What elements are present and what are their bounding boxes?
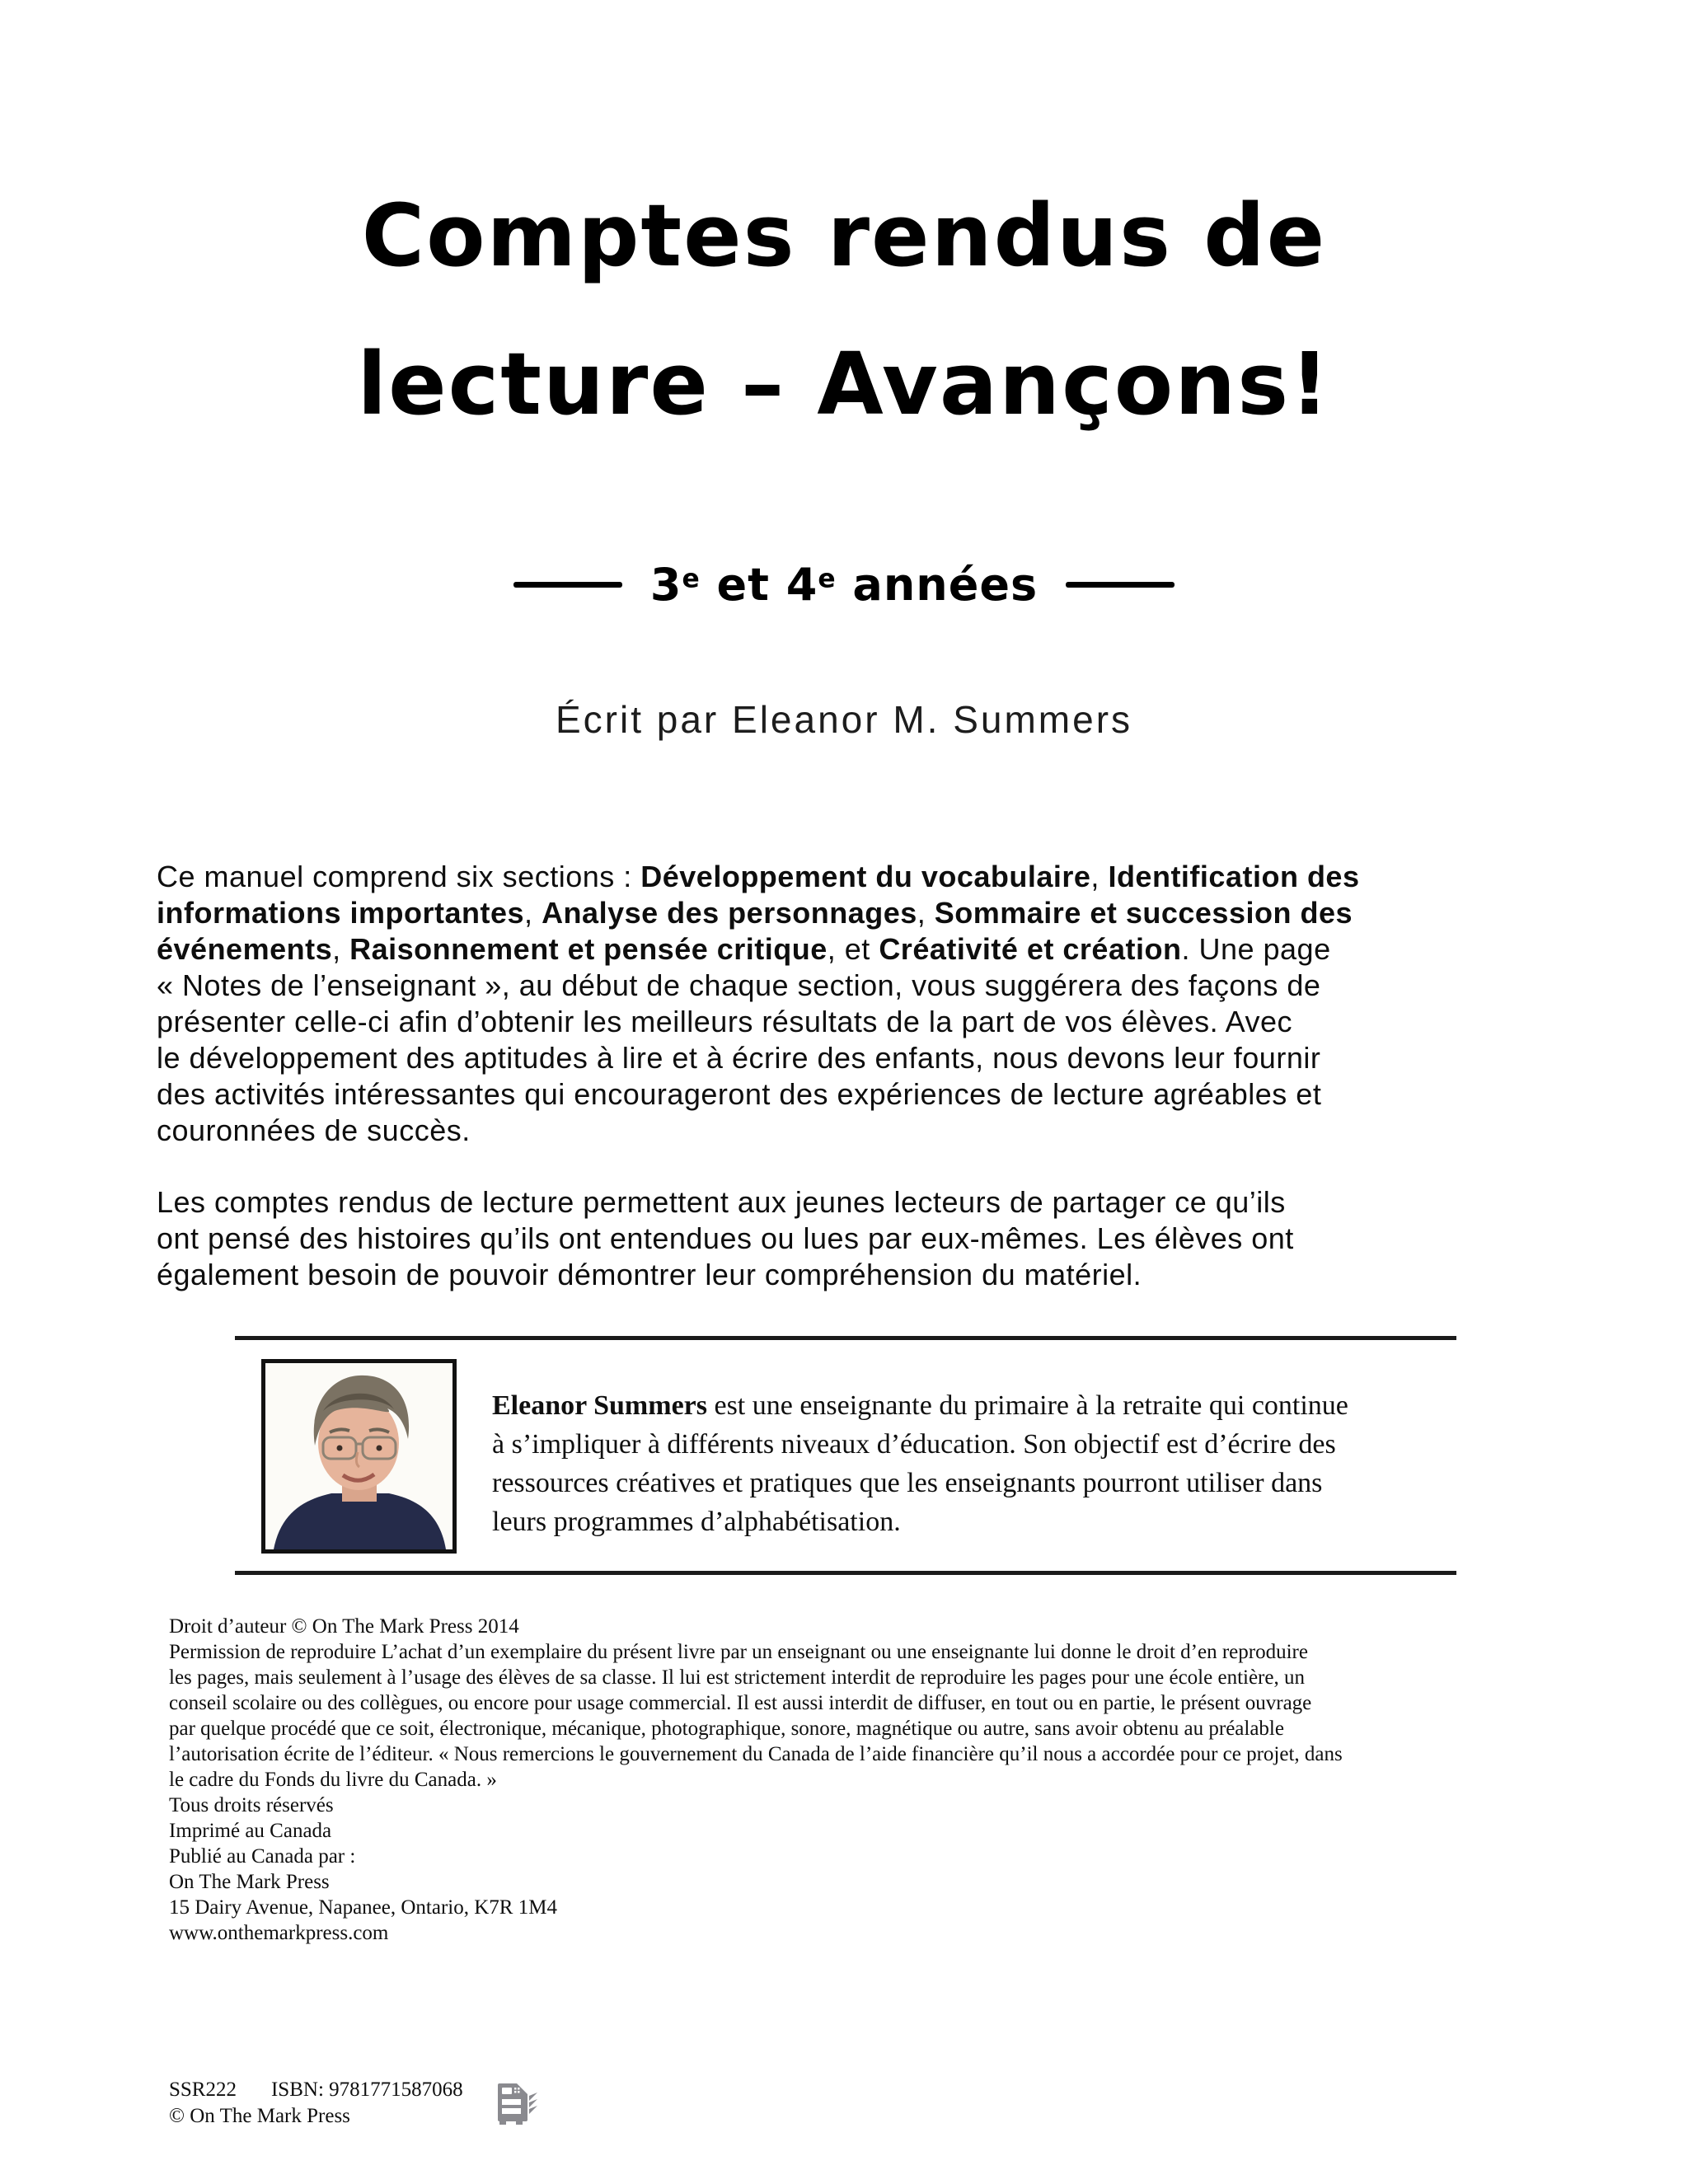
- footer-ids: [169, 2077, 463, 2130]
- photocopier-icon: [491, 2082, 537, 2126]
- grade-banner: [0, 559, 1688, 611]
- publisher-block: Publié au Canada par : On The Mark Press 15 Dairy Avenue, Napanee, Ontario, K7R 1M4 www.onthemarkpress.com: [169, 1845, 557, 1944]
- grade-superscript-2: e: [818, 564, 837, 594]
- grade-word: années: [836, 559, 1039, 611]
- grade-number-1: 3: [649, 559, 682, 611]
- second-paragraph: Les comptes rendus de lecture permettent aux jeunes lecteurs de partager ce qu’ils ont pensé des histoires qu’ils ont entendues ou lues par eux-mêmes. Les élèves ont également besoin de pouvoir démontrer leur compréhension du matériel.: [157, 1185, 1294, 1291]
- grade-right-rule: [1066, 582, 1175, 588]
- author-box-bottom-rule: [235, 1571, 1456, 1575]
- grade-superscript-1: e: [682, 564, 701, 594]
- author-portrait-illustration: [265, 1363, 452, 1549]
- grade-left-rule: [513, 582, 622, 588]
- author-box-top-rule: [235, 1336, 1456, 1340]
- byline: Écrit par Eleanor M. Summers: [555, 698, 1133, 741]
- imprint-line: © On The Mark Press: [169, 2105, 350, 2127]
- colophon: [169, 1614, 1587, 1946]
- page-title: [0, 162, 1688, 458]
- permission-paragraph: Permission de reproduire L’achat d’un exemplaire du présent livre par un enseignant ou une enseignante lui donne le droit d’en reproduire les pages, mais seulement à l’usage des élèves de sa classe. Il lui est strictement interdit de reproduire les pages pour une école entière, un conseil scolaire ou des collègues, ou encore pour usage commercial. Il est aussi interdit de diffuser, en tout ou en partie, le présent ouvrage par quelque procédé que ce soit, électronique, mécanique, photographique, sonore, magnétique ou autre, sans avoir obtenu au préalable l’autorisation écrite de l’éditeur. « Nous remercions le gouvernement du Canada de l’aide financière qu’il nous a accordée pour ce projet, dans le cadre du Fonds du livre du Canada. »: [169, 1641, 1343, 1791]
- grade-middle: et 4: [700, 559, 818, 611]
- title-line-1: Comptes rendus de: [361, 185, 1327, 286]
- intro-paragraph: Ce manuel comprend six sections : Développement du vocabulaire, Identification des informations importantes, Analyse des personnages, Sommaire et succession des événements, Raisonnement et pensée critique, et Créativité et création. Une page « Notes de l’enseignant », au début de chaque section, vous suggérera des façons de présenter celle-ci afin d’obtenir les meilleurs résultats de la part de vos élèves. Avec le développement des aptitudes à lire et à écrire des enfants, nous devons leur fournir des activités intéressantes qui encourageront des expériences de lecture agréables et couronnées de succès.: [157, 860, 1360, 1147]
- title-line-2: lecture – Avançons!: [357, 334, 1331, 434]
- sku-code: SSR222: [169, 2079, 237, 2101]
- intro-text: [157, 859, 1525, 1293]
- isbn-number: ISBN: 9781771587068: [270, 2079, 463, 2101]
- rights-block: Tous droits réservés Imprimé au Canada: [169, 1794, 334, 1842]
- author-photo: [261, 1359, 457, 1554]
- copyright-line: Droit d’auteur © On The Mark Press 2014: [169, 1615, 519, 1638]
- author-bio: Eleanor Summers est une enseignante du primaire à la retraite qui continue à s’impliquer à différents niveaux d’éducation. Son objectif est d’écrire des ressources créatives et pratiques que les enseignants pourront utiliser dans leurs programmes d’alphabétisation.: [492, 1390, 1348, 1537]
- grade-text: [650, 559, 1038, 611]
